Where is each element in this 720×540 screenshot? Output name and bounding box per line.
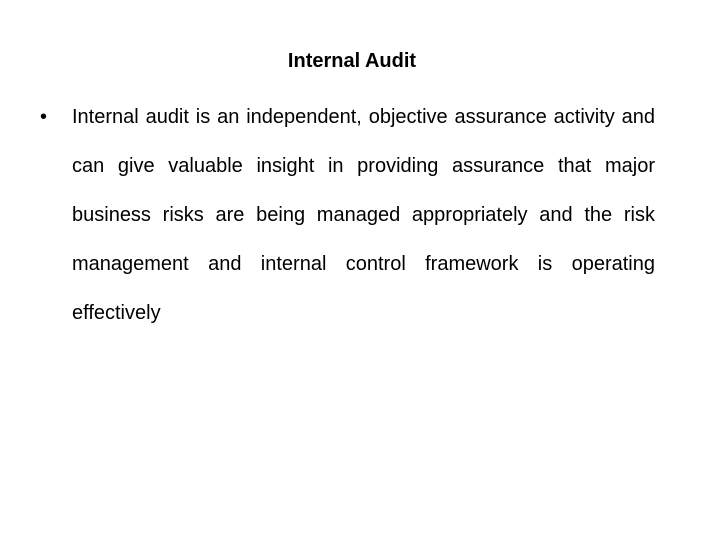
bullet-item [40, 98, 660, 338]
bullet-text: Internal audit is an independent, objective assurance activity and can give valuable insight in providing assurance that major business risks are being managed appropriately and the risk management and internal control framework is operating effectively [72, 106, 655, 324]
bullet-point-icon: • [40, 106, 48, 128]
slide-title: Internal Audit [287, 50, 417, 72]
